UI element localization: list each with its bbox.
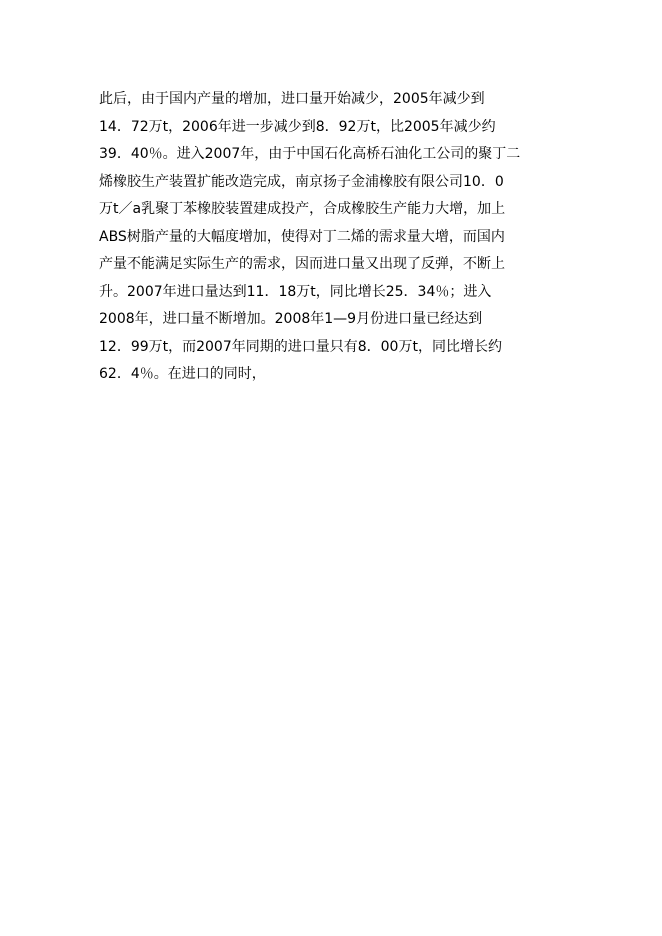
body-paragraph: [99, 86, 569, 389]
text-line: 14．72万t，2006年进一步减少到8．92万t，比2005年减少约: [99, 118, 496, 135]
text-line: 产量不能满足实际生产的需求，因而进口量又出现了反弹，不断上: [99, 256, 505, 272]
text-line: 此后，由于国内产量的增加，进口量开始减少，2005年减少到: [99, 91, 485, 107]
text-line: 万t／a乳聚丁苯橡胶装置建成投产，合成橡胶生产能力大增，加上: [99, 201, 506, 217]
text-line: 12．99万t，而2007年同期的进口量只有8．00万t，同比增长约: [99, 338, 502, 355]
text-line: 烯橡胶生产装置扩能改造完成，南京扬子金浦橡胶有限公司10．0: [99, 173, 504, 190]
text-line: ABS树脂产量的大幅度增加，使得对丁二烯的需求量大增，而国内: [99, 228, 505, 245]
text-line: 升。2007年进口量达到11．18万t，同比增长25．34％；进入: [99, 283, 492, 300]
text-line: 2008年，进口量不断增加。2008年1—9月份进口量已经达到: [99, 311, 483, 327]
text-line: 62．4％。在进口的同时，: [99, 366, 266, 382]
text-line: 39．40％。进入2007年，由于中国石化高桥石油化工公司的聚丁二: [99, 146, 521, 162]
